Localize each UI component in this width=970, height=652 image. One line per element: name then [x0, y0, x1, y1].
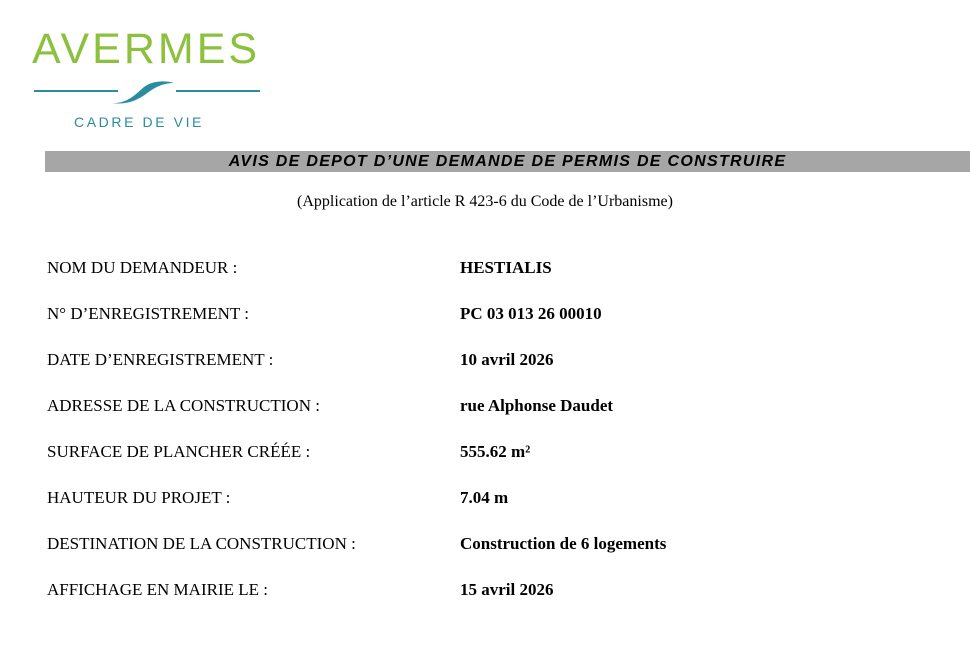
field-registration-number — [0, 303, 970, 325]
field-floor-area — [0, 441, 970, 463]
notice-title: AVIS DE DEPOT D’UNE DEMANDE DE PERMIS DE CONSTRUIRE — [228, 153, 787, 170]
field-project-height — [0, 487, 970, 509]
field-label: ADRESSE DE LA CONSTRUCTION : — [47, 396, 320, 415]
field-value: HESTIALIS — [460, 258, 552, 277]
field-posting-date — [0, 579, 970, 601]
field-label: HAUTEUR DU PROJET : — [47, 488, 231, 507]
field-value: Construction de 6 logements — [460, 534, 667, 553]
field-value: 7.04 m — [460, 488, 509, 507]
field-label: N° D’ENREGISTREMENT : — [47, 304, 249, 323]
field-value: 15 avril 2026 — [460, 580, 554, 599]
field-applicant-name — [0, 257, 970, 279]
field-label: NOM DU DEMANDEUR : — [47, 258, 238, 277]
field-construction-purpose — [0, 533, 970, 555]
notice-title-bar — [45, 151, 970, 172]
field-construction-address — [0, 395, 970, 417]
field-registration-date — [0, 349, 970, 371]
field-label: DATE D’ENREGISTREMENT : — [47, 350, 274, 369]
logo-wave-icon — [32, 78, 262, 106]
field-value: rue Alphonse Daudet — [460, 396, 614, 415]
field-label: DESTINATION DE LA CONSTRUCTION : — [47, 534, 356, 553]
notice-subtitle: (Application de l’article R 423-6 du Code de l’Urbanisme) — [297, 193, 673, 210]
field-value: 555.62 m² — [460, 442, 531, 461]
field-value: PC 03 013 26 00010 — [460, 304, 602, 323]
logo-tagline: CADRE DE VIE — [74, 114, 204, 130]
field-label: SURFACE DE PLANCHER CRÉÉE : — [47, 442, 311, 461]
logo-name: AVERMES — [32, 25, 261, 73]
field-label: AFFICHAGE EN MAIRIE LE : — [47, 580, 268, 599]
field-value: 10 avril 2026 — [460, 350, 554, 369]
avermes-logo — [32, 25, 262, 132]
